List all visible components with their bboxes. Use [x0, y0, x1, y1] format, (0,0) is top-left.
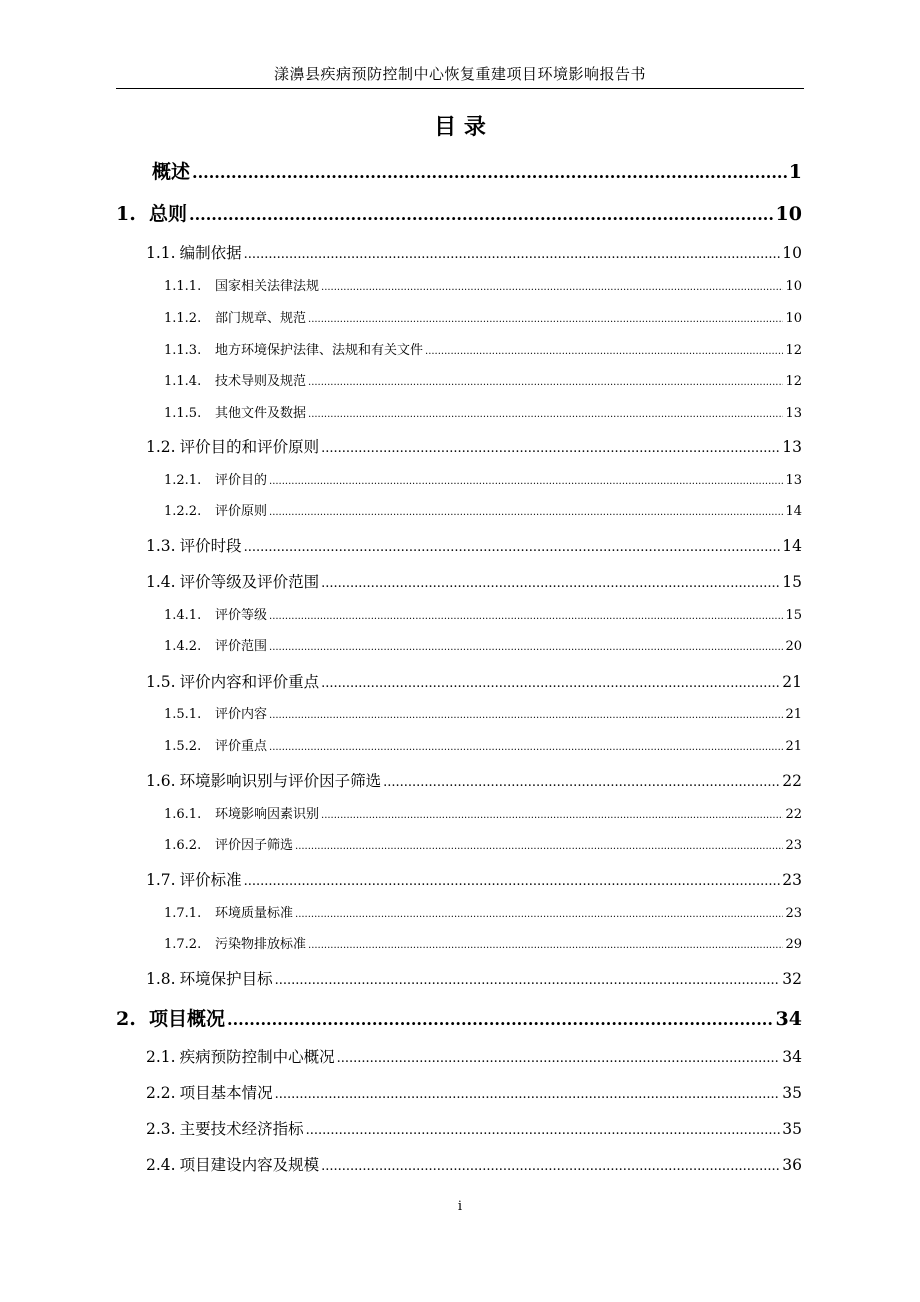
- toc-entry-label: 评价等级: [215, 608, 268, 623]
- toc-entry-label: 评价范围: [215, 639, 268, 654]
- toc-entry-page: 36: [782, 1156, 802, 1174]
- toc-dot-leader: [275, 1084, 781, 1106]
- toc-entry[interactable]: [164, 503, 802, 522]
- toc-entry[interactable]: [146, 242, 802, 266]
- toc-entry-number: 1.7.1.: [164, 906, 202, 921]
- toc-dot-leader: [306, 1120, 781, 1142]
- toc-dot-leader: [275, 970, 781, 992]
- toc-dot-leader: [244, 871, 781, 893]
- toc-dot-leader: [383, 772, 780, 794]
- toc-entry-number: 1.4.2.: [164, 639, 202, 654]
- toc-dot-leader: [244, 244, 781, 266]
- toc-dot-leader: [269, 707, 783, 725]
- toc-entry-page: 10: [785, 311, 802, 326]
- toc-entry-number: 1.1.: [146, 244, 176, 262]
- toc-entry-label: 主要技术经济指标: [179, 1120, 304, 1138]
- toc-dot-leader: [321, 573, 780, 595]
- toc-entry[interactable]: [164, 638, 802, 657]
- header-divider: [116, 88, 804, 89]
- toc-entry-label: 其他文件及数据: [215, 406, 307, 421]
- toc-dot-leader: [244, 537, 781, 559]
- toc-entry[interactable]: [146, 968, 802, 992]
- toc-entry-label: 技术导则及规范: [215, 374, 307, 389]
- toc-entry[interactable]: [146, 535, 802, 559]
- toc-entry-label: 环境影响因素识别: [215, 807, 320, 822]
- toc-entry-label: 评价目的: [215, 473, 268, 488]
- toc-entry[interactable]: [146, 770, 802, 794]
- toc-dot-leader: [308, 311, 783, 329]
- toc-entry-label: 地方环境保护法律、法规和有关文件: [215, 343, 424, 358]
- toc-entry-page: 13: [785, 406, 802, 421]
- toc-entry-page: 10: [775, 203, 802, 225]
- toc-entry-page: 23: [785, 838, 802, 853]
- toc-entry-page: 34: [775, 1008, 802, 1030]
- toc-entry-number: 1.8.: [146, 970, 176, 988]
- toc-entry[interactable]: [164, 837, 802, 856]
- toc-entry-page: 21: [785, 739, 802, 754]
- toc-entry-label: 环境质量标准: [215, 906, 294, 921]
- toc-entry-page: 13: [782, 438, 802, 456]
- page-title: 目 录: [434, 114, 486, 140]
- toc-entry-page: 15: [785, 608, 802, 623]
- page-number: i: [457, 1199, 463, 1214]
- toc-entry-label: 项目基本情况: [179, 1084, 273, 1102]
- toc-dot-leader: [269, 504, 783, 522]
- toc-entry[interactable]: [146, 869, 802, 893]
- toc-entry-label: 总则: [149, 203, 188, 225]
- toc-entry-page: 1: [788, 161, 802, 183]
- toc-entry[interactable]: [146, 1154, 802, 1178]
- toc-entry-page: 13: [785, 473, 802, 488]
- toc-entry-page: 14: [782, 537, 802, 555]
- toc-entry-label: 评价等级及评价范围: [179, 573, 320, 591]
- toc-dot-leader: [295, 838, 783, 856]
- toc-entry[interactable]: [164, 278, 802, 297]
- toc-entry[interactable]: [146, 1082, 802, 1106]
- toc-entry-number: 1.1.4.: [164, 374, 202, 389]
- toc-entry[interactable]: [164, 373, 802, 392]
- toc-entry[interactable]: [164, 936, 802, 955]
- toc-entry-number: 1.6.1.: [164, 807, 202, 822]
- toc-entry[interactable]: [146, 436, 802, 460]
- toc-dot-leader: [321, 279, 783, 297]
- toc-entry-number: 1.4.: [146, 573, 176, 591]
- toc-entry-page: 35: [782, 1084, 802, 1102]
- toc-dot-leader: [321, 438, 780, 460]
- toc-entry-page: 14: [785, 504, 802, 519]
- toc-entry-page: 34: [782, 1048, 802, 1066]
- toc-entry-page: 22: [785, 807, 802, 822]
- toc-entry-number: 1.1.3.: [164, 343, 202, 358]
- toc-dot-leader: [269, 608, 783, 626]
- toc-entry[interactable]: [164, 806, 802, 825]
- toc-entry-page: 12: [785, 374, 802, 389]
- toc-dot-leader: [192, 161, 787, 185]
- toc-entry-label: 污染物排放标准: [215, 937, 307, 952]
- toc-entry-page: 23: [782, 871, 802, 889]
- toc-dot-leader: [308, 374, 783, 392]
- toc-entry-page: 21: [782, 673, 802, 691]
- toc-entry-page: 21: [785, 707, 802, 722]
- toc-entry-label: 概述: [152, 161, 191, 183]
- toc-entry-number: 1.5.2.: [164, 739, 202, 754]
- toc-entry[interactable]: [164, 738, 802, 757]
- toc-entry-page: 23: [785, 906, 802, 921]
- toc-dot-leader: [337, 1048, 781, 1070]
- toc-entry[interactable]: [164, 706, 802, 725]
- toc-entry-number: 1.6.2.: [164, 838, 202, 853]
- toc-entry[interactable]: [146, 671, 802, 695]
- toc-entry-number: 1.7.: [146, 871, 176, 889]
- toc-entry[interactable]: [146, 571, 802, 595]
- toc-entry[interactable]: [164, 342, 802, 361]
- toc-entry-label: 疾病预防控制中心概况: [179, 1048, 335, 1066]
- toc-entry-number: 2.4.: [146, 1156, 176, 1174]
- toc-dot-leader: [321, 1156, 780, 1178]
- toc-entry-label: 评价内容和评价重点: [179, 673, 320, 691]
- toc-entry-number: 2.1.: [146, 1048, 176, 1066]
- toc-entry-label: 国家相关法律法规: [215, 279, 320, 294]
- toc-entry-page: 29: [785, 937, 802, 952]
- toc-entry-label: 评价时段: [179, 537, 242, 555]
- toc-entry-number: 1.2.: [146, 438, 176, 456]
- toc-entry-number: 1.2.2.: [164, 504, 202, 519]
- toc-dot-leader: [308, 937, 783, 955]
- toc-entry[interactable]: [152, 160, 802, 185]
- toc-entry-page: 35: [782, 1120, 802, 1138]
- toc-entry-number: 2.3.: [146, 1120, 176, 1138]
- toc-entry-number: 1.3.: [146, 537, 176, 555]
- toc-entry-label: 编制依据: [179, 244, 242, 262]
- toc-entry-number: 1.5.: [146, 673, 176, 691]
- toc-entry[interactable]: [164, 405, 802, 424]
- toc-entry-label: 评价标准: [179, 871, 242, 889]
- toc-dot-leader: [227, 1008, 774, 1032]
- toc-entry-number: 1.6.: [146, 772, 176, 790]
- toc-dot-leader: [269, 639, 783, 657]
- toc-entry-label: 环境影响识别与评价因子筛选: [179, 772, 382, 790]
- toc-dot-leader: [321, 807, 783, 825]
- toc-entry[interactable]: [116, 202, 802, 227]
- running-header: 漾濞县疾病预防控制中心恢复重建项目环境影响报告书: [273, 65, 646, 83]
- toc-entry-page: 10: [785, 279, 802, 294]
- toc-entry-number: 1.1.1.: [164, 279, 202, 294]
- toc-entry-label: 评价原则: [215, 504, 268, 519]
- toc-entry-page: 15: [782, 573, 802, 591]
- toc-entry-label: 环境保护目标: [179, 970, 273, 988]
- toc-entry-number: 1.7.2.: [164, 937, 202, 952]
- toc-entry[interactable]: [164, 472, 802, 491]
- toc-dot-leader: [425, 343, 783, 361]
- toc-entry-number: 2.: [116, 1008, 136, 1030]
- toc-entry[interactable]: [164, 607, 802, 626]
- toc-entry-number: 1.1.5.: [164, 406, 202, 421]
- toc-entry[interactable]: [164, 905, 802, 924]
- toc-entry-page: 20: [785, 639, 802, 654]
- toc-entry-number: 2.2.: [146, 1084, 176, 1102]
- toc-entry-label: 评价目的和评价原则: [179, 438, 320, 456]
- toc-entry-label: 评价因子筛选: [215, 838, 294, 853]
- toc-entry-label: 项目建设内容及规模: [179, 1156, 320, 1174]
- toc-entry-page: 12: [785, 343, 802, 358]
- toc-dot-leader: [269, 739, 783, 757]
- toc-entry[interactable]: [164, 310, 802, 329]
- toc-entry-number: 1.2.1.: [164, 473, 202, 488]
- toc-entry-label: 评价重点: [215, 739, 268, 754]
- toc-dot-leader: [321, 673, 780, 695]
- toc-entry-label: 评价内容: [215, 707, 268, 722]
- toc-entry[interactable]: [146, 1118, 802, 1142]
- toc-entry[interactable]: [116, 1007, 802, 1032]
- toc-entry-number: 1.5.1.: [164, 707, 202, 722]
- toc-dot-leader: [308, 406, 783, 424]
- toc-entry-page: 22: [782, 772, 802, 790]
- toc-entry-number: 1.4.1.: [164, 608, 202, 623]
- toc-entry[interactable]: [146, 1046, 802, 1070]
- toc-entry-label: 项目概况: [149, 1008, 226, 1030]
- toc-dot-leader: [295, 906, 783, 924]
- toc-dot-leader: [189, 203, 774, 227]
- toc-entry-page: 10: [782, 244, 802, 262]
- toc-entry-number: 1.: [116, 203, 136, 225]
- toc-entry-number: 1.1.2.: [164, 311, 202, 326]
- toc-dot-leader: [269, 473, 783, 491]
- toc-entry-page: 32: [782, 970, 802, 988]
- toc-entry-label: 部门规章、规范: [215, 311, 307, 326]
